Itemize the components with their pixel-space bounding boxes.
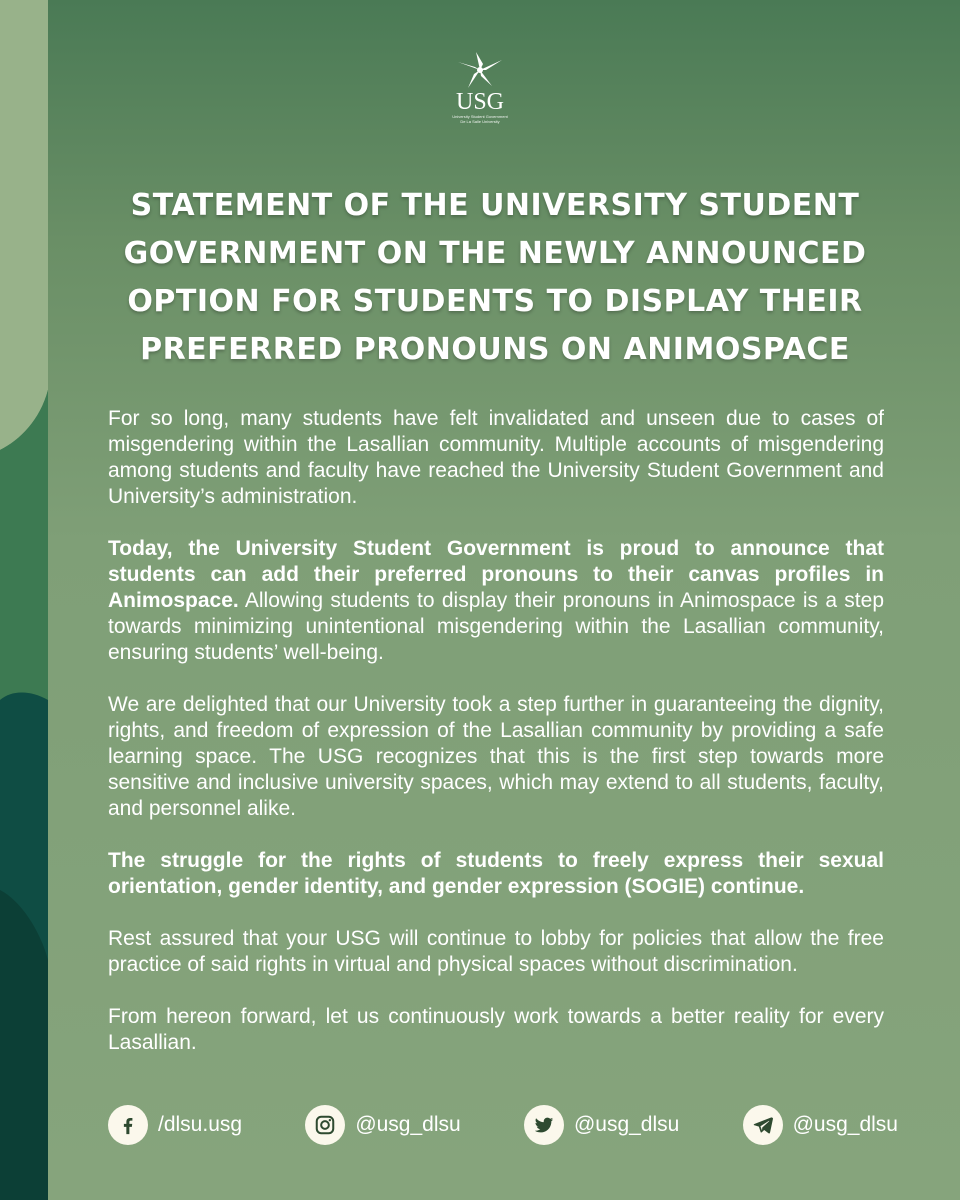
statement-title: STATEMENT OF THE UNIVERSITY STUDENT GOVERNMENT ON THE NEWLY ANNOUNCED OPTION FOR STUDENTS TO DISPLAY THEIR PREFERRED PRONOUNS ON ANIMOSPACE [123, 188, 867, 367]
logo-text: USG [455, 89, 504, 115]
paragraph-2 [108, 536, 884, 666]
instagram-icon [305, 1105, 345, 1145]
social-instagram[interactable] [305, 1105, 460, 1145]
twitter-icon [524, 1105, 564, 1145]
left-decorative-stripe [0, 0, 48, 1200]
usg-logo [440, 50, 520, 134]
paragraph-5: Rest assured that your USG will continue to lobby for policies that allow the free practice of said rights in virtual and physical spaces without discrimination. [108, 927, 884, 976]
paragraph-6: From hereon forward, let us continuously work towards a better reality for every Lasallian. [108, 1005, 884, 1054]
social-twitter[interactable] [524, 1105, 679, 1145]
paragraph-1: For so long, many students have felt invalidated and unseen due to cases of misgendering within the Lasallian community. Multiple accounts of misgendering among students and faculty have reached the University Student Government and University’s administration. [108, 407, 884, 508]
paragraph-2-bold: Today, the University Student Government is proud to announce that students can add their preferred pronouns to their canvas profiles in Animospace. [108, 537, 884, 612]
paragraph-4 [108, 848, 884, 900]
social-telegram[interactable] [743, 1105, 898, 1145]
facebook-icon [108, 1105, 148, 1145]
instagram-handle: @usg_dlsu [355, 1113, 461, 1136]
paragraph-3: We are delighted that our University took a step further in guaranteeing the dignity, rights, and freedom of expression of the Lasallian community by providing a safe learning space. The USG recognizes that this is the first step towards more sensitive and inclusive university spaces, which may extend to all students, faculty, and personnel alike. [108, 693, 884, 820]
logo-subtitle-2: De La Salle University [460, 119, 500, 124]
facebook-handle: /dlsu.usg [158, 1113, 243, 1136]
twitter-handle: @usg_dlsu [573, 1113, 680, 1136]
logo-subtitle: University Student Government [452, 114, 508, 119]
star-flower-icon [454, 50, 506, 90]
paragraph-4-bold: The struggle for the rights of students to freely express their sexual orientation, gender identity, and gender expression (SOGIE) continue. [108, 849, 884, 898]
social-links [108, 1104, 898, 1146]
statement-body [108, 406, 884, 1082]
telegram-icon [743, 1105, 783, 1145]
paragraph-2-rest: Allowing students to display their pronouns in Animospace is a step towards minimizing unintentional misgendering within the Lasallian community, ensuring students’ well-being. [108, 589, 884, 664]
telegram-handle: @usg_dlsu [792, 1113, 898, 1136]
social-facebook[interactable] [108, 1105, 242, 1145]
